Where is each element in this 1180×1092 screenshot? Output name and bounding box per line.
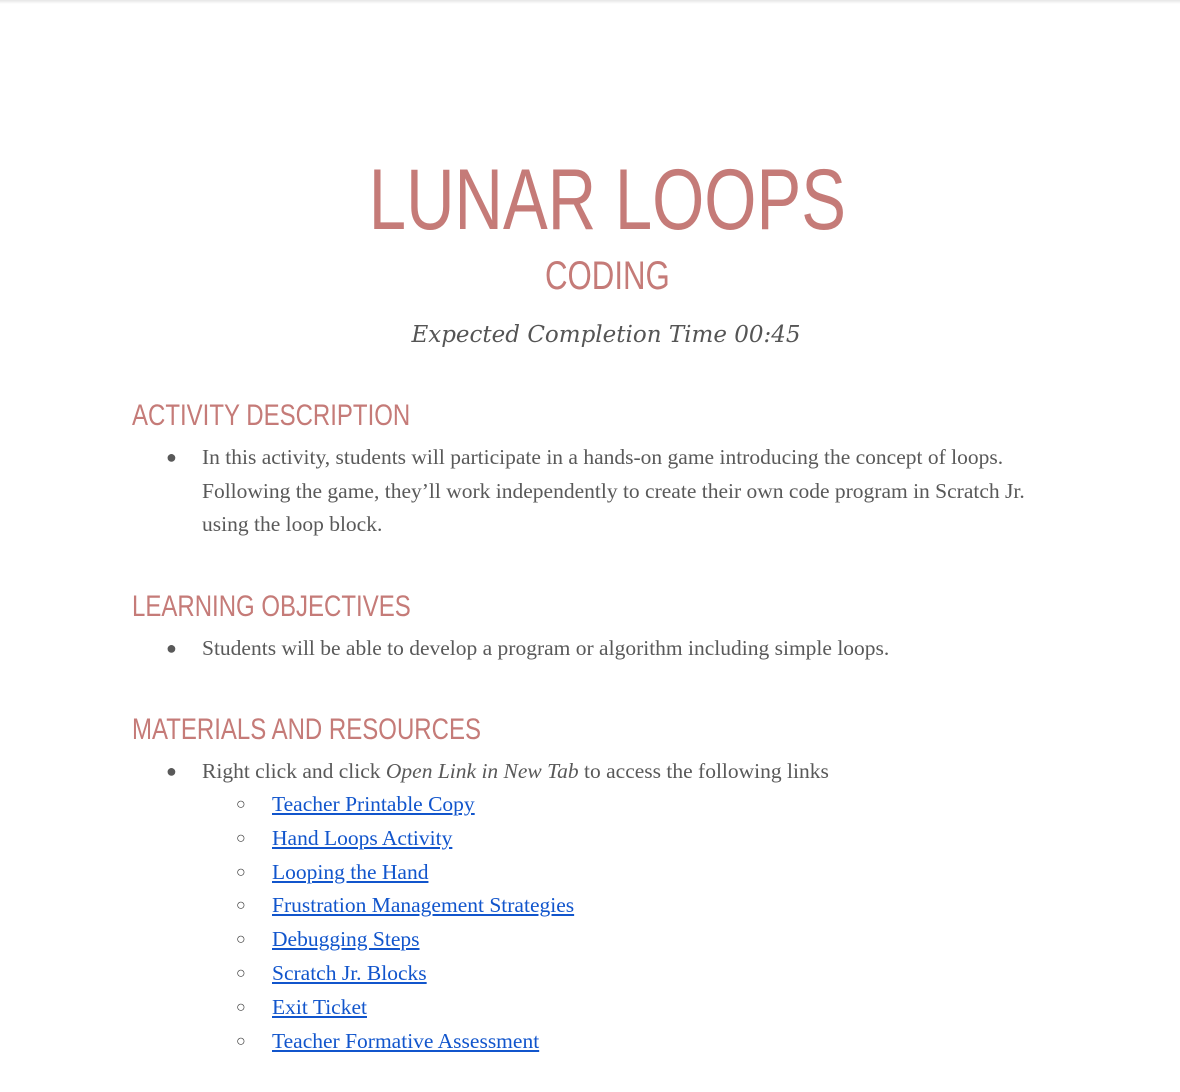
circle-bullet-icon: ○ xyxy=(236,863,246,881)
completion-time: Expected Completion Time 00:45 xyxy=(411,322,801,348)
bullet-icon: ● xyxy=(166,638,177,658)
instruction-prefix: Right click and click xyxy=(202,759,386,783)
document-subtitle: CODING xyxy=(544,254,670,298)
page-top-edge xyxy=(0,0,1180,4)
link-teacher-printable-copy[interactable]: Teacher Printable Copy xyxy=(272,792,475,816)
document-title: LUNAR LOOPS xyxy=(368,152,846,248)
link-exit-ticket[interactable]: Exit Ticket xyxy=(272,994,367,1019)
instruction-suffix: to access the following links xyxy=(578,759,829,783)
instruction-emphasis: Open Link in New Tab xyxy=(385,759,579,783)
bullet-icon: ● xyxy=(166,447,177,467)
heading-learning-objectives: LEARNING OBJECTIVES xyxy=(132,590,411,623)
circle-bullet-icon: ○ xyxy=(236,796,246,813)
circle-bullet-icon: ○ xyxy=(236,998,246,1016)
link-scratch-jr-blocks[interactable]: Scratch Jr. Blocks xyxy=(272,960,427,985)
circle-bullet-icon: ○ xyxy=(236,1032,246,1050)
link-frustration-management-strategies[interactable]: Frustration Management Strategies xyxy=(272,893,575,918)
heading-activity-description: ACTIVITY DESCRIPTION xyxy=(132,399,411,432)
circle-bullet-icon: ○ xyxy=(236,931,246,949)
activity-description-text: In this activity, students will participate in a hands-on game introducing the concept of loops. Following the game, they’ll work independently to create their own code program in Scratch Jr. using the loop block. xyxy=(202,445,1025,536)
link-hand-loops-activity[interactable]: Hand Loops Activity xyxy=(272,825,453,850)
link-debugging-steps[interactable]: Debugging Steps xyxy=(272,927,420,952)
bullet-icon: ● xyxy=(166,761,177,781)
circle-bullet-icon: ○ xyxy=(236,964,246,982)
heading-materials-resources: MATERIALS AND RESOURCES xyxy=(132,713,481,746)
learning-objective-text: Students will be able to develop a program or algorithm including simple loops. xyxy=(202,636,890,660)
link-looping-the-hand[interactable]: Looping the Hand xyxy=(272,859,429,884)
link-teacher-formative-assessment[interactable]: Teacher Formative Assessment xyxy=(272,1028,540,1053)
circle-bullet-icon: ○ xyxy=(236,829,246,847)
circle-bullet-icon: ○ xyxy=(236,897,246,915)
materials-instruction-text xyxy=(202,755,1042,789)
